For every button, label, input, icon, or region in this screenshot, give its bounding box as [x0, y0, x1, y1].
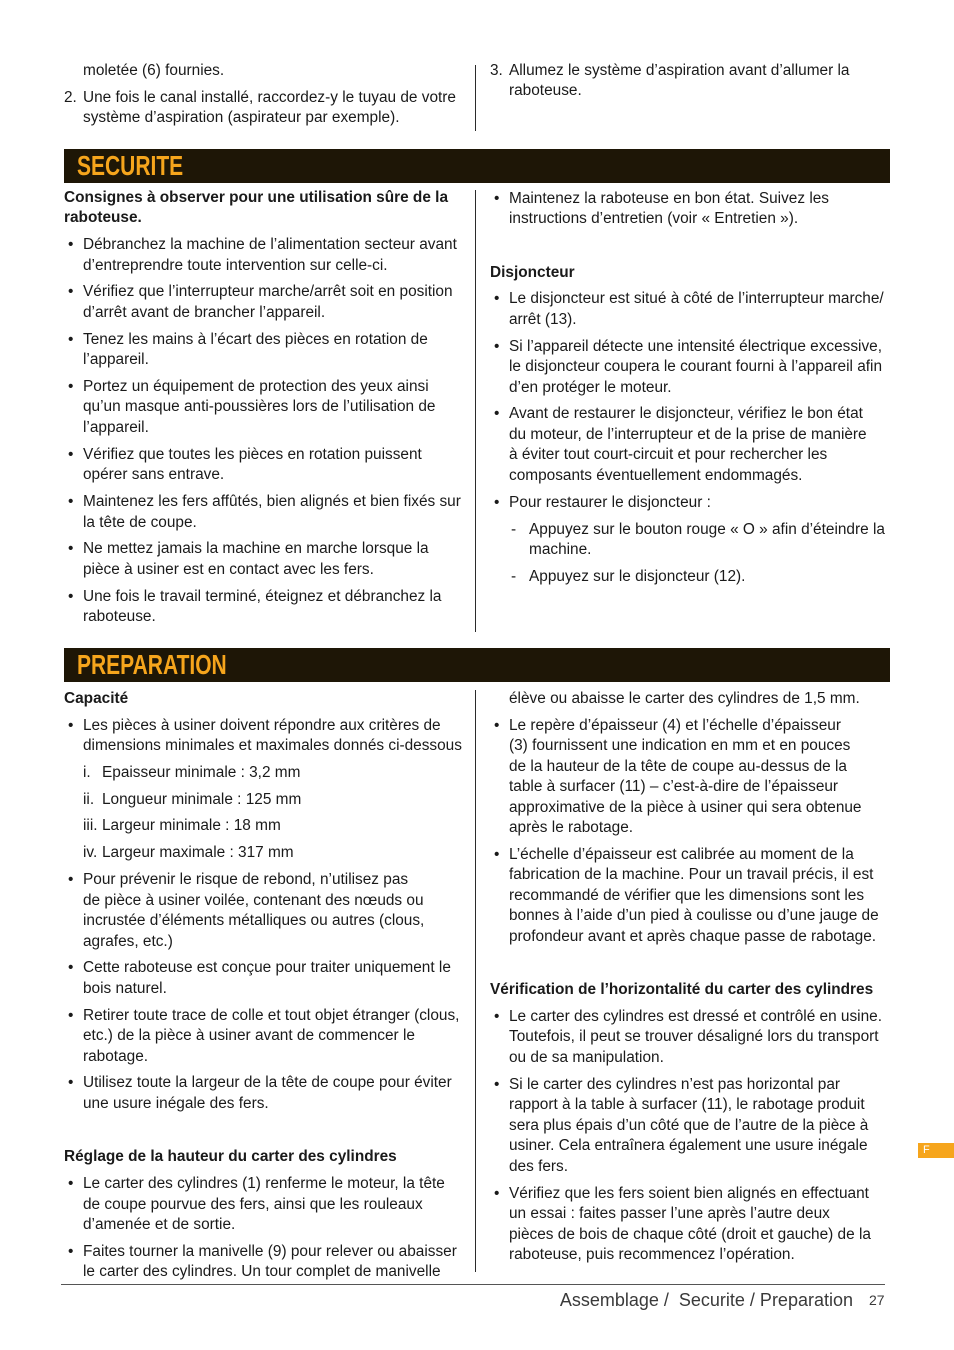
text-line: raboteuse, puis recommencez l’opération.: [509, 1246, 795, 1264]
text-line: moletée (6) fournies.: [83, 61, 225, 79]
roman-marker: iv.: [83, 844, 98, 862]
text-line: pièces de bois de chaque côté (droit et gauche) de la: [509, 1225, 871, 1243]
text-line: Cette raboteuse est conçue pour traiter uniquement le: [83, 959, 451, 977]
footer-rule: [61, 1284, 885, 1285]
heading-item: [490, 980, 890, 1001]
dash-item: [490, 567, 890, 588]
column-divider: [475, 190, 476, 632]
text-line: Une fois le canal installé, raccordez-y le tuyau de votre: [83, 88, 456, 106]
roman-marker: ii.: [83, 790, 95, 808]
bullet-item: [64, 330, 466, 371]
text-line: Le repère d’épaisseur (4) et l’échelle d’épaisseur: [509, 716, 841, 734]
text-line: Le disjoncteur est situé à côté de l’interrupteur marche/: [509, 290, 884, 308]
dash-marker: -: [511, 567, 517, 585]
continuation-item: [490, 689, 890, 710]
text-line: Vérifiez que toutes les pièces en rotation puissent: [83, 445, 422, 463]
text-line: Epaisseur minimale : 3,2 mm: [102, 763, 301, 781]
text-line: d’en protéger le moteur.: [509, 378, 672, 396]
text-line: usiner. Cela entraînera également une usure inégale: [509, 1137, 868, 1155]
text-line: raboteuse.: [83, 608, 156, 626]
bullet-marker: •: [494, 1075, 500, 1093]
text-line: après le rabotage.: [509, 819, 634, 837]
text-line: de coupe pourvue des fers, ainsi que les rouleaux: [83, 1195, 423, 1213]
text-line: profondeur avant et après chaque passe de rabotage.: [509, 927, 877, 945]
text-line: approximative de la pièce à usiner qui sera obtenue: [509, 798, 862, 816]
text-line: le disjoncteur coupera le courant fourni à l’appareil afin: [509, 358, 883, 376]
bullet-item: [64, 445, 466, 486]
text-line: à éviter tout court-circuit et pour rechercher les: [509, 446, 828, 464]
bullet-item: [64, 1242, 466, 1283]
bullet-item: [64, 282, 466, 323]
numbered-marker: 3.: [490, 61, 503, 79]
bullet-item: [64, 870, 466, 952]
preparation-left-column: [64, 689, 466, 1289]
roman-item: [64, 763, 466, 784]
text-line: raboteuse.: [509, 82, 582, 100]
text-line: dimensions minimales et maximales donnés ci-dessous: [83, 737, 462, 755]
bullet-item: [490, 1075, 890, 1178]
bullet-item: [64, 1073, 466, 1114]
text-line: arrêt (13).: [509, 310, 577, 328]
bullet-marker: •: [68, 445, 74, 463]
bullet-marker: •: [68, 330, 74, 348]
securite-left-column: [64, 188, 466, 634]
dash-marker: -: [511, 520, 517, 538]
text-line: d’arrêt avant de brancher l’appareil.: [83, 303, 326, 321]
text-line: opérer sans entrave.: [83, 466, 225, 484]
text-line: Maintenez la raboteuse en bon état. Suivez les: [509, 189, 829, 207]
text-line: Portez un équipement de protection des yeux ainsi: [83, 377, 429, 395]
text-line: le carter des cylindres. Un tour complet de manivelle: [83, 1263, 441, 1281]
securite-header-bar: [64, 149, 890, 183]
text-line: fabrication de la machine. Pour un travail précis, il est: [509, 866, 874, 884]
text-line: du moteur, de l’interrupteur et de la prise de manière: [509, 425, 867, 443]
bullet-marker: •: [68, 377, 74, 395]
text-line: Tenez les mains à l’écart des pièces en rotation de: [83, 330, 428, 348]
preparation-right-column: [490, 689, 890, 1272]
numbered-marker: 2.: [64, 88, 77, 106]
text-line: ou de sa manipulation.: [509, 1048, 664, 1066]
bullet-marker: •: [494, 290, 500, 308]
subheading-line: Capacité: [64, 689, 129, 707]
text-line: bonnes à l’aide d’un pied à coulisse ou d’une jauge de: [509, 907, 879, 925]
text-line: Les pièces à usiner doivent répondre aux critères de: [83, 716, 441, 734]
roman-item: [64, 843, 466, 864]
text-line: Ne mettez jamais la machine en marche lorsque la: [83, 540, 429, 558]
text-line: Vérifiez que l’interrupteur marche/arrêt soit en position: [83, 283, 453, 301]
text-line: Pour prévenir le risque de rebond, n’utilisez pas: [83, 871, 409, 889]
text-line: Maintenez les fers affûtés, bien alignés et bien fixés sur: [83, 493, 461, 511]
text-line: l’appareil.: [83, 351, 149, 369]
column-divider: [475, 65, 476, 131]
text-line: d’amenée et de sortie.: [83, 1216, 236, 1234]
securite-right-column: [490, 189, 890, 594]
bullet-item: [64, 235, 466, 276]
bullet-marker: •: [494, 716, 500, 734]
bullet-item: [64, 587, 466, 628]
text-line: rabotage.: [83, 1047, 149, 1065]
bullet-item: [64, 1006, 466, 1068]
bullet-item: [490, 845, 890, 948]
top-left-column: [64, 61, 466, 135]
text-line: Toutefois, il peut se trouver désaligné lors du transport: [509, 1028, 879, 1046]
roman-marker: i.: [83, 763, 91, 781]
subheading-line: Consignes à observer pour une utilisation sûre de la: [64, 188, 448, 206]
bullet-marker: •: [494, 493, 500, 511]
language-tab-label: F: [923, 1144, 930, 1156]
bullet-marker: •: [68, 1175, 74, 1193]
footer-section-title: Assemblage / Securite / Preparation: [559, 1290, 853, 1310]
text-line: Appuyez sur le disjoncteur (12).: [529, 567, 746, 585]
bullet-marker: •: [68, 1242, 74, 1260]
preparation-header-bar: [64, 648, 890, 682]
bullet-marker: •: [494, 845, 500, 863]
text-line: de la hauteur de la tête de coupe au-dessus de la: [509, 757, 847, 775]
bullet-marker: •: [68, 1074, 74, 1092]
numbered-item: [64, 88, 466, 129]
numbered-item: [490, 61, 890, 102]
text-line: Largeur minimale : 18 mm: [102, 817, 281, 835]
subheading-line: raboteuse.: [64, 209, 142, 227]
text-line: L’échelle d’épaisseur est calibrée au moment de la: [509, 845, 854, 863]
bullet-item: [490, 189, 890, 230]
text-line: Faites tourner la manivelle (9) pour relever ou abaisser: [83, 1242, 457, 1260]
text-line: Vérifiez que les fers soient bien alignés en effectuant: [509, 1184, 869, 1202]
bullet-marker: •: [494, 405, 500, 423]
text-line: de pièce à usiner voilée, contenant des nœuds ou: [83, 891, 424, 909]
text-line: des fers.: [509, 1157, 569, 1175]
bullet-marker: •: [68, 540, 74, 558]
text-line: qu’un masque anti-poussières lors de l’utilisation de: [83, 398, 436, 416]
text-line: Appuyez sur le bouton rouge « O » afin d’éteindre la: [529, 520, 885, 538]
text-line: incrustée d’éléments métalliques ou autres (clous,: [83, 912, 425, 930]
text-line: Si l’appareil détecte une intensité électrique excessive,: [509, 337, 883, 355]
bullet-item: [490, 289, 890, 330]
text-line: machine.: [529, 541, 592, 559]
bullet-marker: •: [68, 493, 74, 511]
text-line: élève ou abaisse le carter des cylindres de 1,5 mm.: [509, 689, 860, 707]
text-line: instructions d’entretien (voir « Entretien »).: [509, 210, 799, 228]
bullet-item: [64, 1174, 466, 1236]
bullet-marker: •: [68, 716, 74, 734]
heading-item: [64, 1147, 466, 1168]
text-line: (3) fournissent une indication en mm et en pouces: [509, 737, 851, 755]
text-line: Pour restaurer le disjoncteur :: [509, 493, 711, 511]
text-line: agrafes, etc.): [83, 932, 173, 950]
subheading-line: Réglage de la hauteur du carter des cylindres: [64, 1148, 397, 1166]
bullet-marker: •: [68, 587, 74, 605]
column-divider: [475, 690, 476, 1272]
text-line: Avant de restaurer le disjoncteur, vérifiez le bon état: [509, 405, 863, 423]
text-line: Largeur maximale : 317 mm: [102, 844, 294, 862]
bullet-item: [64, 539, 466, 580]
text-line: sera plus épais d’un côté que de l’autre de la pièce à: [509, 1116, 869, 1134]
bullet-item: [490, 1007, 890, 1069]
bullet-item: [490, 1184, 890, 1266]
text-line: Une fois le travail terminé, éteignez et débranchez la: [83, 587, 442, 605]
text-line: système d’aspiration (aspirateur par exemple).: [83, 109, 400, 127]
text-line: table à surfacer (11) – c’est-à-dire de l’épaisseur: [509, 778, 839, 796]
bullet-marker: •: [494, 337, 500, 355]
roman-item: [64, 790, 466, 811]
roman-marker: iii.: [83, 817, 98, 835]
text-line: Le carter des cylindres (1) renferme le moteur, la tête: [83, 1175, 445, 1193]
bullet-marker: •: [68, 236, 74, 254]
bullet-item: [490, 716, 890, 839]
bullet-marker: •: [68, 1006, 74, 1024]
preparation-title: PREPARATION: [77, 649, 227, 680]
bullet-item: [64, 716, 466, 757]
bullet-item: [64, 492, 466, 533]
text-line: Allumez le système d’aspiration avant d’allumer la: [509, 61, 850, 79]
text-line: la tête de coupe.: [83, 513, 197, 531]
text-line: pièce à usiner est en contact avec les fers.: [83, 560, 374, 578]
text-line: Si le carter des cylindres n’est pas horizontal par: [509, 1075, 841, 1093]
bullet-item: [490, 404, 890, 486]
bullet-item: [64, 377, 466, 439]
bullet-item: [490, 493, 890, 514]
text-line: un essai : faites passer l’une après l’autre deux: [509, 1205, 830, 1223]
page-number: 27: [869, 1292, 885, 1308]
roman-item: [64, 816, 466, 837]
language-tab: [918, 1143, 954, 1158]
text-line: Longueur minimale : 125 mm: [102, 790, 302, 808]
bullet-marker: •: [68, 283, 74, 301]
securite-title: SECURITE: [77, 150, 184, 181]
text-line: composants éventuellement endommagés.: [509, 466, 803, 484]
subheading-line: Vérification de l’horizontalité du carter des cylindres: [490, 981, 874, 999]
dash-item: [490, 520, 890, 561]
text-line: Retirer toute trace de colle et tout objet étranger (clous,: [83, 1006, 460, 1024]
text-line: l’appareil.: [83, 418, 149, 436]
bullet-marker: •: [494, 1184, 500, 1202]
text-line: Utilisez toute la largeur de la tête de coupe pour éviter: [83, 1074, 452, 1092]
bullet-marker: •: [494, 189, 500, 207]
text-line: recommandé de vérifier que les dimensions sont les: [509, 886, 865, 904]
bullet-item: [64, 958, 466, 999]
heading-item: [64, 689, 466, 710]
top-right-column: [490, 61, 890, 108]
bullet-item: [490, 337, 890, 399]
bullet-marker: •: [494, 1007, 500, 1025]
continuation-item: [64, 61, 466, 82]
text-line: etc.) de la pièce à usiner avant de commencer le: [83, 1027, 415, 1045]
text-line: une usure inégale des fers.: [83, 1094, 269, 1112]
heading-item: [64, 188, 466, 229]
text-line: Débranchez la machine de l’alimentation secteur avant: [83, 236, 457, 254]
subheading-line: Disjoncteur: [490, 263, 575, 281]
bullet-marker: •: [68, 959, 74, 977]
text-line: Le carter des cylindres est dressé et contrôlé en usine.: [509, 1007, 882, 1025]
text-line: d’entreprendre toute intervention sur celle-ci.: [83, 256, 388, 274]
text-line: bois naturel.: [83, 979, 167, 997]
bullet-marker: •: [68, 871, 74, 889]
heading-item: [490, 263, 890, 284]
text-line: rapport à la table à surfacer (11), le rabotage produit: [509, 1096, 865, 1114]
